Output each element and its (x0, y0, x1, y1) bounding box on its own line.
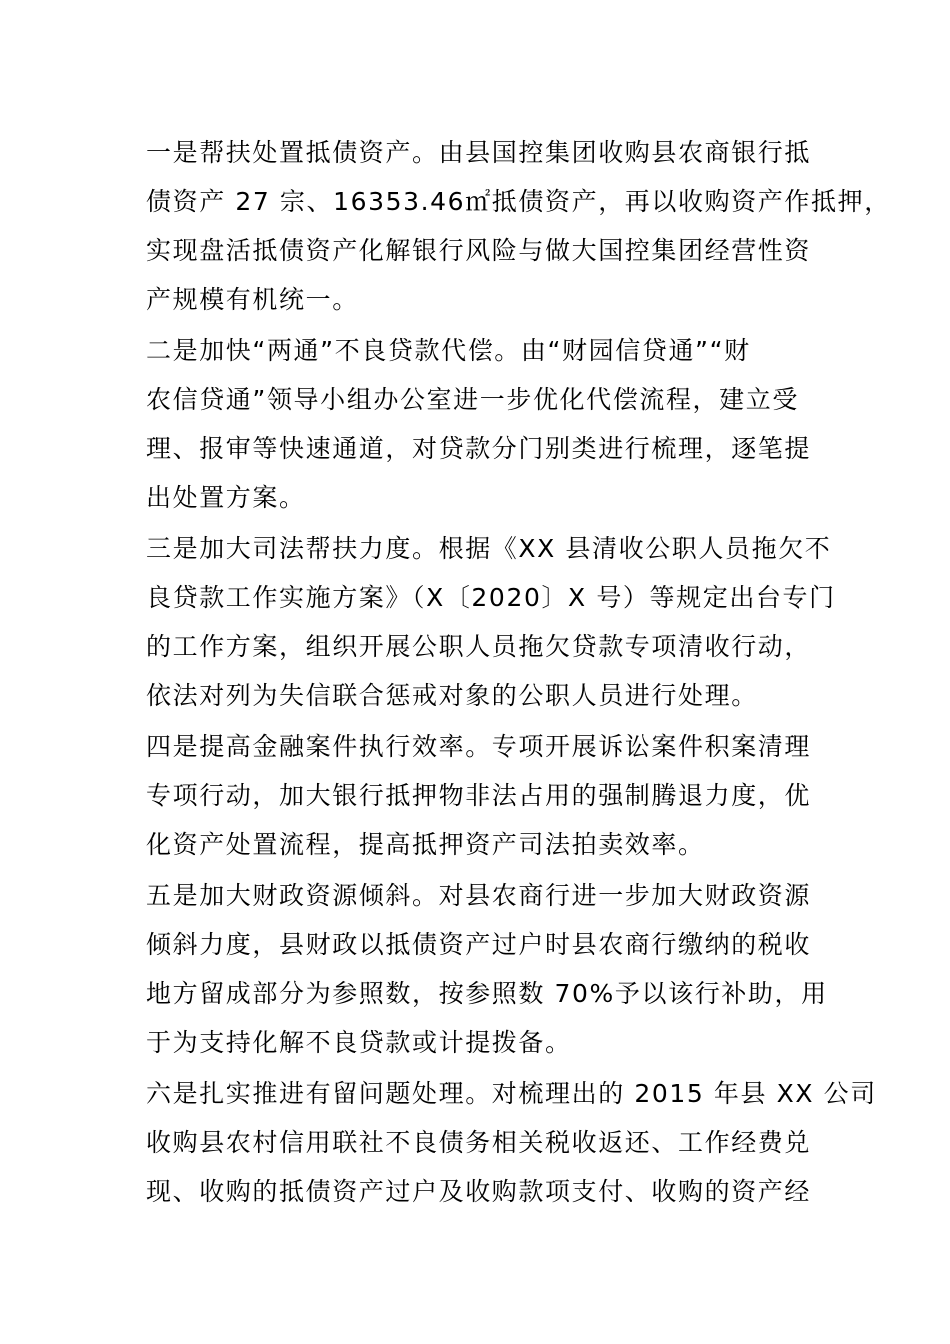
paragraph-line: 依法对列为失信联合惩戒对象的公职人员进行处理。 (146, 681, 758, 710)
paragraph-2 (146, 326, 812, 522)
paragraph-line: 四是提高金融案件执行效率。专项开展诉讼案件积案清理 (146, 732, 812, 761)
paragraph-line: 实现盘活抵债资产化解银行风险与做大国控集团经营性资 (146, 236, 812, 265)
paragraph-line: 出处置方案。 (146, 483, 306, 512)
paragraph-5 (146, 871, 828, 1067)
paragraph-4 (146, 722, 812, 869)
paragraph-line: 农信贷通”领导小组办公室进一步优化代偿流程，建立受 (146, 385, 799, 414)
paragraph-line: 现、收购的抵债资产过户及收购款项支付、收购的资产经 (146, 1177, 812, 1206)
paragraph-line: 产规模有机统一。 (146, 285, 359, 314)
paragraph-3 (146, 524, 836, 720)
paragraph-line: 债资产 27 宗、16353.46㎡抵债资产，再以收购资产作抵押， (146, 187, 891, 216)
paragraph-line: 于为支持化解不良贷款或计提拨备。 (146, 1028, 572, 1057)
paragraph-line: 五是加大财政资源倾斜。对县农商行进一步加大财政资源 (146, 881, 812, 910)
paragraph-line: 的工作方案，组织开展公职人员拖欠贷款专项清收行动， (146, 632, 812, 661)
paragraph-line: 收购县农村信用联社不良债务相关税收返还、工作经费兑 (146, 1128, 812, 1157)
paragraph-line: 三是加大司法帮扶力度。根据《XX 县清收公职人员拖欠不 (146, 534, 832, 563)
paragraph-line: 理、报审等快速通道，对贷款分门别类进行梳理，逐笔提 (146, 434, 812, 463)
paragraph-line: 良贷款工作实施方案》（X〔2020〕X 号）等规定出台专门 (146, 583, 836, 612)
document-body (146, 128, 891, 1218)
paragraph-line: 专项行动，加大银行抵押物非法占用的强制腾退力度，优 (146, 781, 812, 810)
paragraph-line: 一是帮扶处置抵债资产。由县国控集团收购县农商银行抵 (146, 138, 812, 167)
paragraph-6 (146, 1069, 877, 1216)
paragraph-1 (146, 128, 891, 324)
paragraph-line: 二是加快“两通”不良贷款代偿。由“财园信贷通”“财 (146, 336, 751, 365)
paragraph-line: 地方留成部分为参照数，按参照数 70%予以该行补助，用 (146, 979, 828, 1008)
paragraph-line: 倾斜力度，县财政以抵债资产过户时县农商行缴纳的税收 (146, 930, 812, 959)
paragraph-line: 六是扎实推进有留问题处理。对梳理出的 2015 年县 XX 公司 (146, 1079, 877, 1108)
paragraph-line: 化资产处置流程，提高抵押资产司法拍卖效率。 (146, 830, 705, 859)
